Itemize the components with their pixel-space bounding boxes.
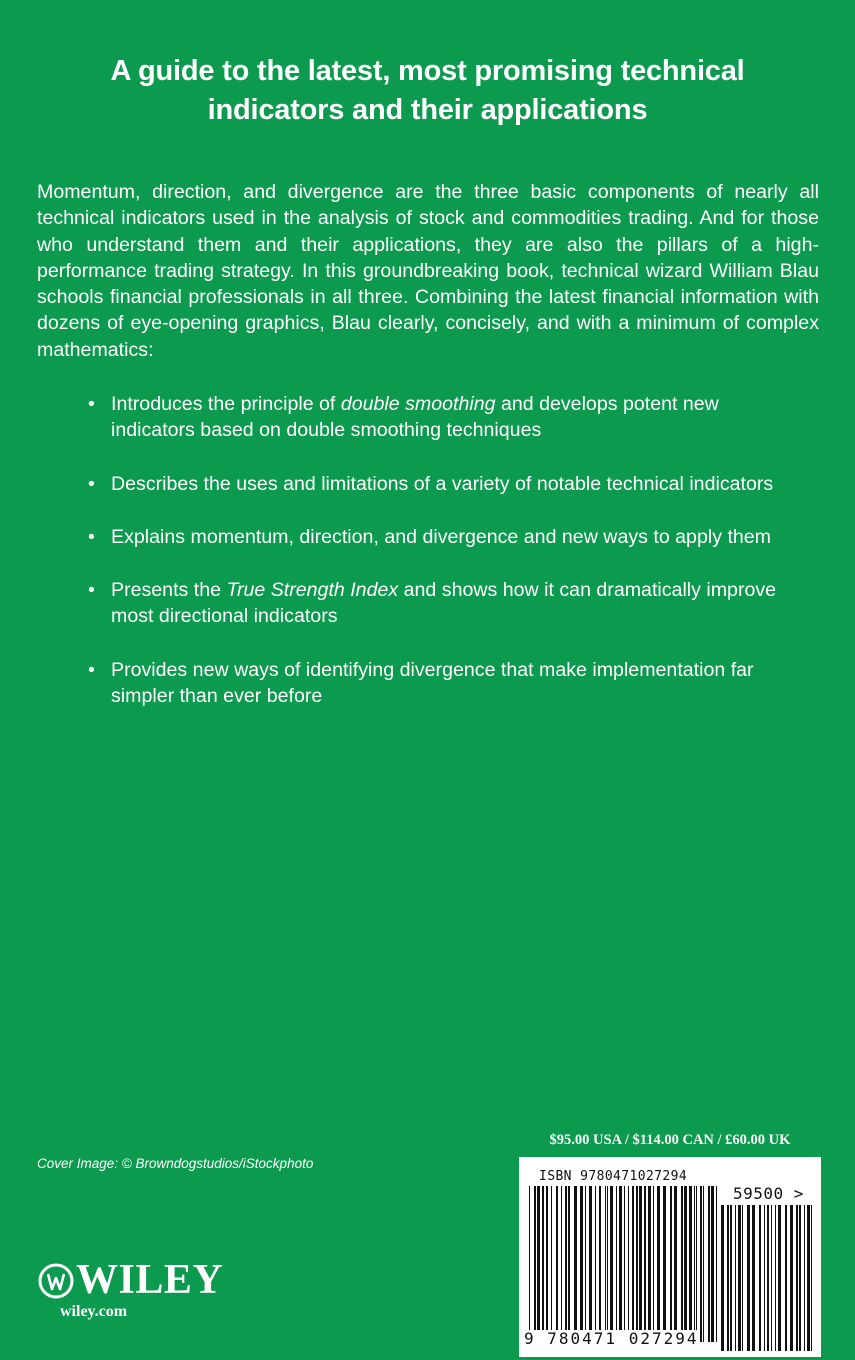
bullet-icon: • [88,393,95,415]
list-item [88,657,788,710]
intro-paragraph: Momentum, direction, and divergence are the three basic components of nearly all technical indicators used in the analysis of stock and commodities trading. And for those who understand them and their applications, they are also the pillars of a high-performance trading strategy. In this groundbreaking book, technical wizard William Blau schools financial professionals in all three. Combining the latest financial information with dozens of eye-opening graphics, Blau clearly, concisely, and with a minimum of complex mathematics: [37,181,819,361]
barcode-bar [799,1205,801,1351]
barcode-bar [785,1205,787,1351]
barcode-bar [565,1186,567,1342]
barcode-bar [636,1186,638,1342]
barcode-bar [561,1186,562,1342]
bullet-text: Presents the [111,579,227,602]
barcode-bar [607,1186,608,1342]
bullet-icon: • [88,472,95,495]
list-item [88,391,788,444]
barcode-bar [674,1186,677,1342]
price-line: $95.00 USA / $114.00 CAN / £60.00 UK [549,1132,791,1148]
barcode-bar [546,1186,548,1342]
barcode-bar [708,1186,710,1342]
barcode-bar [767,1205,769,1351]
bullet-text: Describes the uses and limitations of a variety of notable technical indicators [111,472,774,495]
bullet-icon: • [88,579,95,602]
barcode-bar [742,1205,743,1351]
barcode-bar [639,1186,642,1342]
publisher-url: wiley.com [60,1303,128,1320]
barcode-bar [595,1186,596,1342]
barcode-bar [730,1205,732,1351]
isbn-label: ISBN 9780471027294 [539,1169,688,1184]
isbn-digits: 9 780471 027294 [524,1329,699,1348]
barcode-bar [684,1186,687,1342]
bullet-icon: • [88,658,95,681]
list-item [88,524,788,550]
barcode-bar [796,1205,798,1351]
barcode-bar [580,1186,583,1342]
barcode-bar [556,1186,558,1342]
cover-credit: Cover Image: © Browndogstudios/iStockphoto [37,1156,314,1171]
feature-list [88,391,788,736]
list-item [88,471,788,497]
headline: A guide to the latest, most promising technical indicators and their applications [110,55,745,126]
barcode-bar [804,1205,805,1351]
barcode-bar [681,1186,683,1342]
barcode-bar [716,1186,717,1342]
barcode-bar [738,1205,741,1351]
bullet-text: Provides new ways of identifying divergence that make implementation far simpler than ever before [111,658,754,708]
barcode-bar [790,1205,793,1351]
barcode-bar [574,1186,577,1342]
bullet-text: Explains momentum, direction, and divergence and new ways to apply them [111,525,772,548]
barcode-bar [657,1186,660,1342]
barcode-bar [628,1186,629,1342]
barcode-bar [711,1186,714,1342]
barcode-bar [663,1186,666,1342]
barcode-bar [775,1205,776,1351]
barcode-bar [616,1186,617,1342]
publisher-name: WILEY [76,1257,224,1303]
barcode-bar [644,1186,646,1342]
bullet-emphasis: True Strength Index [226,579,399,602]
barcode-bar [624,1186,625,1342]
price-code: 59500 > [733,1184,804,1203]
wiley-emblem-icon [37,1262,75,1300]
barcode-bar [648,1186,651,1342]
barcode-bar [585,1186,586,1342]
barcode-bar [703,1186,704,1342]
barcode-bar [778,1205,781,1351]
bullet-icon: • [88,525,95,548]
barcode-bar [721,1205,724,1351]
barcode-bar [700,1186,702,1342]
barcode-bar [764,1205,765,1351]
barcode-bar [694,1186,695,1342]
barcode-bar [752,1205,755,1351]
barcode-bar [696,1186,697,1342]
barcode-main-icon [529,1186,717,1342]
barcode-addon-icon [721,1205,815,1351]
bullet-text: and develops potent new indicators based on double smoothing techniques [111,393,719,442]
barcode-bar [689,1186,692,1342]
barcode-bar [735,1205,736,1351]
barcode-bar [529,1186,530,1342]
barcode-bar [807,1205,810,1351]
barcode-bar [759,1205,761,1351]
barcode-bar [619,1186,622,1342]
barcode-bar [605,1186,606,1342]
barcode-bar [589,1186,592,1342]
barcode-bar [568,1186,570,1342]
bullet-emphasis: double smoothing [340,393,496,415]
list-item [88,577,788,630]
barcode-bar [534,1186,536,1342]
barcode-bar [632,1186,634,1342]
barcode-bar [551,1186,552,1342]
barcode-bar [771,1205,772,1351]
barcode-bar [747,1205,750,1351]
bullet-text: and shows how it can dramatically improve most directional indicators [111,579,777,628]
barcode-bar [610,1186,613,1342]
barcode-bar [542,1186,544,1342]
barcode-bar [727,1205,729,1351]
barcode-bar [670,1186,672,1342]
barcode-bar [811,1205,812,1351]
barcode-bar [653,1186,654,1342]
barcode-bar [537,1186,540,1342]
barcode-bar [599,1186,601,1342]
bullet-text: Introduces the principle of [111,393,341,415]
